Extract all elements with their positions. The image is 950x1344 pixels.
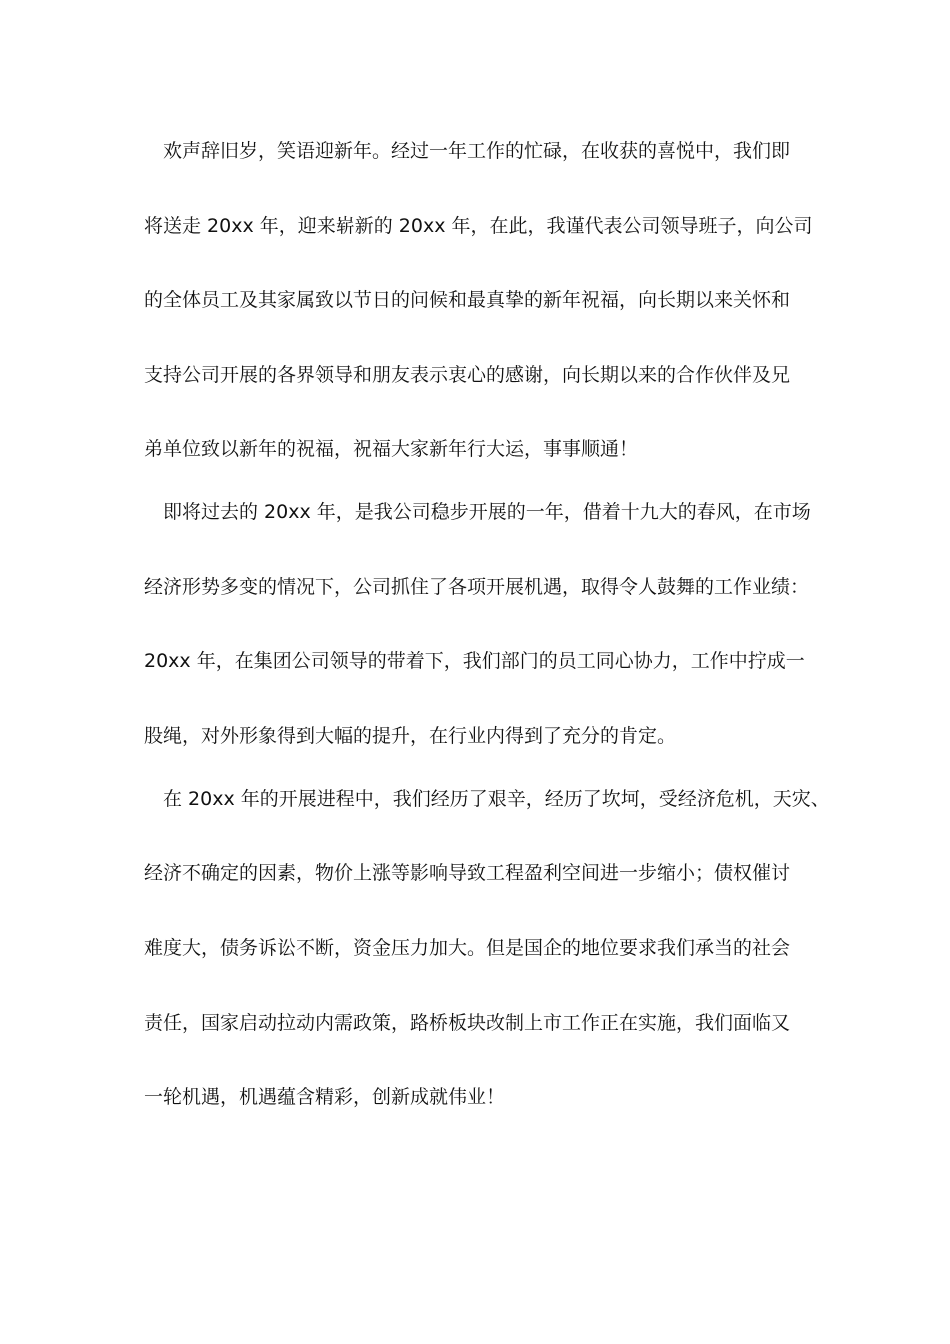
paragraph-3-line-2: 经济不确定的因素，物价上涨等影响导致工程盈利空间进一步缩小；债权催讨 xyxy=(144,862,791,884)
paragraph-2-line-3: 20xx 年，在集团公司领导的带着下，我们部门的员工同心协力，工作中拧成一 xyxy=(144,650,805,672)
paragraph-1-line-3: 的全体员工及其家属致以节日的问候和最真挚的新年祝福，向长期以来关怀和 xyxy=(144,289,791,311)
paragraph-2-line-1: 即将过去的 20xx 年，是我公司稳步开展的一年，借着十九大的春风，在市场 xyxy=(163,501,811,523)
paragraph-3-line-5: 一轮机遇，机遇蕴含精彩，创新成就伟业！ xyxy=(144,1086,506,1108)
paragraph-1-line-2: 将送走 20xx 年，迎来崭新的 20xx 年，在此，我谨代表公司领导班子，向公司 xyxy=(144,215,813,237)
paragraph-1-line-1: 欢声辞旧岁，笑语迎新年。经过一年工作的忙碌，在收获的喜悦中，我们即 xyxy=(163,140,791,162)
paragraph-1-line-4: 支持公司开展的各界领导和朋友表示衷心的感谢，向长期以来的合作伙伴及兄 xyxy=(144,364,791,386)
paragraph-3-line-1: 在 20xx 年的开展进程中，我们经历了艰辛，经历了坎坷，受经济危机，天灾、 xyxy=(163,788,830,810)
paragraph-3-line-4: 责任，国家启动拉动内需政策，路桥板块改制上市工作正在实施，我们面临又 xyxy=(144,1012,791,1034)
paragraph-1-line-5: 弟单位致以新年的祝福，祝福大家新年行大运，事事顺通！ xyxy=(144,438,639,460)
paragraph-2-line-2: 经济形势多变的情况下，公司抓住了各项开展机遇，取得令人鼓舞的工作业绩： xyxy=(144,576,810,598)
paragraph-2-line-4: 股绳，对外形象得到大幅的提升，在行业内得到了充分的肯定。 xyxy=(144,725,677,747)
paragraph-3-line-3: 难度大，债务诉讼不断，资金压力加大。但是国企的地位要求我们承当的社会 xyxy=(144,937,791,959)
